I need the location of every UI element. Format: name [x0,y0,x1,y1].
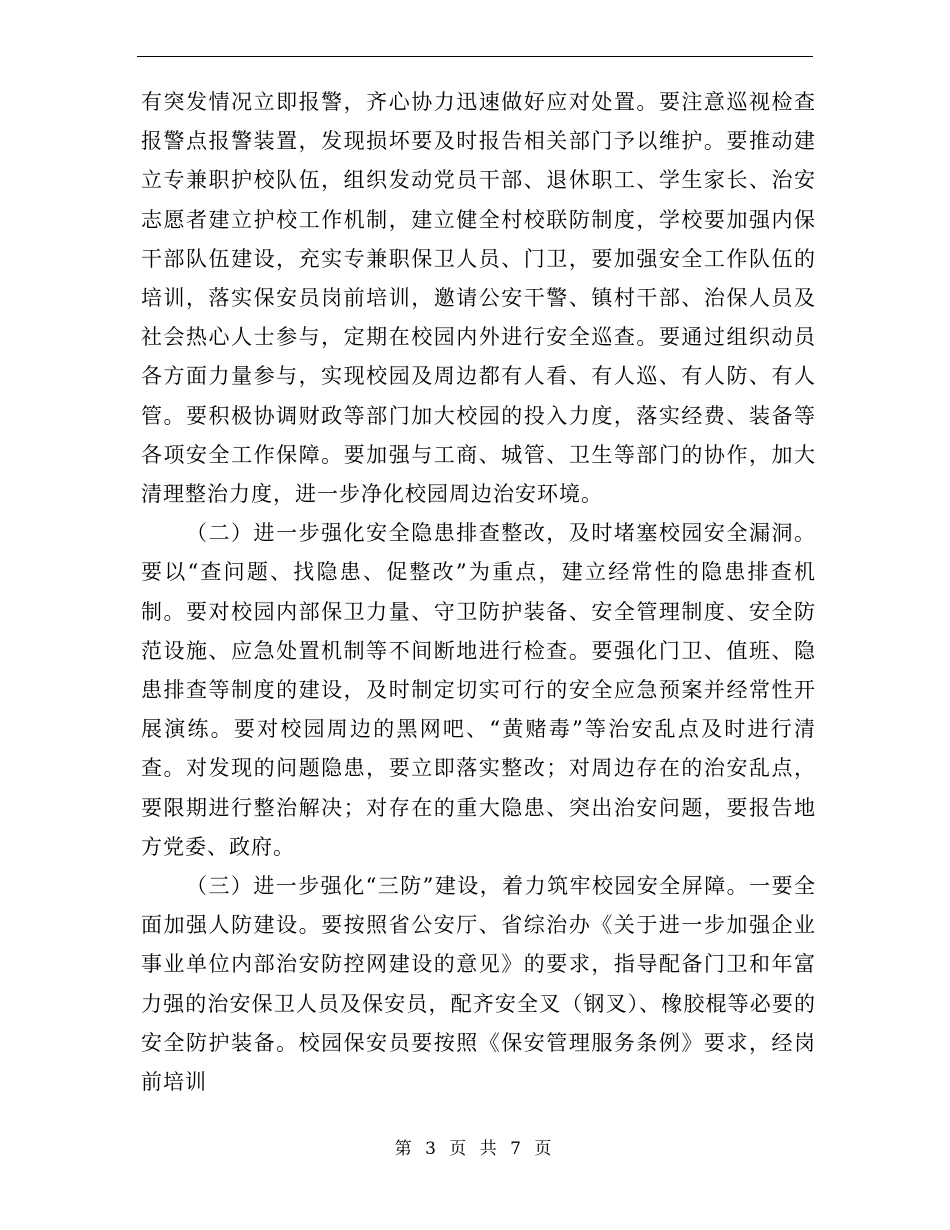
paragraph-continuation: 有突发情况立即报警，齐心协力迅速做好应对处置。要注意巡视检查报警点报警装置，发现损坏要及时报告相关部门予以维护。要推动建立专兼职护校队伍，组织发动党员干部、退休职工、学生家长、治安志愿者建立护校工作机制，建立健全村校联防制度，学校要加强内保干部队伍建设，充实专兼职保卫人员、门卫，要加强安全工作队伍的培训，落实保安员岗前培训，邀请公安干警、镇村干部、治保人员及社会热心人士参与，定期在校园内外进行安全巡查。要通过组织动员各方面力量参与，实现校园及周边都有人看、有人巡、有人防、有人管。要积极协调财政等部门加大校园的投入力度，落实经费、装备等各项安全工作保障。要加强与工商、城管、卫生等部门的协作，加大清理整治力度，进一步净化校园周边治安环境。 [141,90,816,507]
paragraph-section-three: （三）进一步强化“三防”建设，着力筑牢校园安全屏障。一要全面加强人防建设。要按照省公安厅、省综治办《关于进一步加强企业事业单位内部治安防控网建设的意见》的要求，指导配备门卫和年富力强的治安保卫人员及保安员，配齐安全叉（钢叉）、橡胶棍等必要的安全防护装备。校园保安员要按照《保安管理服务条例》要求，经岗前培训 [141,874,816,1095]
header-rule [137,56,813,57]
paragraph-section-two: （二）进一步强化安全隐患排查整改，及时堵塞校园安全漏洞。要以“查问题、找隐患、促整改”为重点，建立经常性的隐患排查机制。要对校园内部保卫力量、守卫防护装备、安全管理制度、安全防范设施、应急处置机制等不间断地进行检查。要强化门卫、值班、隐患排查等制度的建设，及时制定切实可行的安全应急预案并经常性开展演练。要对校园周边的黑网吧、“黄赌毒”等治安乱点及时进行清查。对发现的问题隐患，要立即落实整改；对周边存在的治安乱点，要限期进行整治解决；对存在的重大隐患、突出治安问题，要报告地方党委、政府。 [141,521,816,859]
document-body [141,83,816,1102]
page-number-footer: 第 3 页 共 7 页 [394,1139,556,1159]
